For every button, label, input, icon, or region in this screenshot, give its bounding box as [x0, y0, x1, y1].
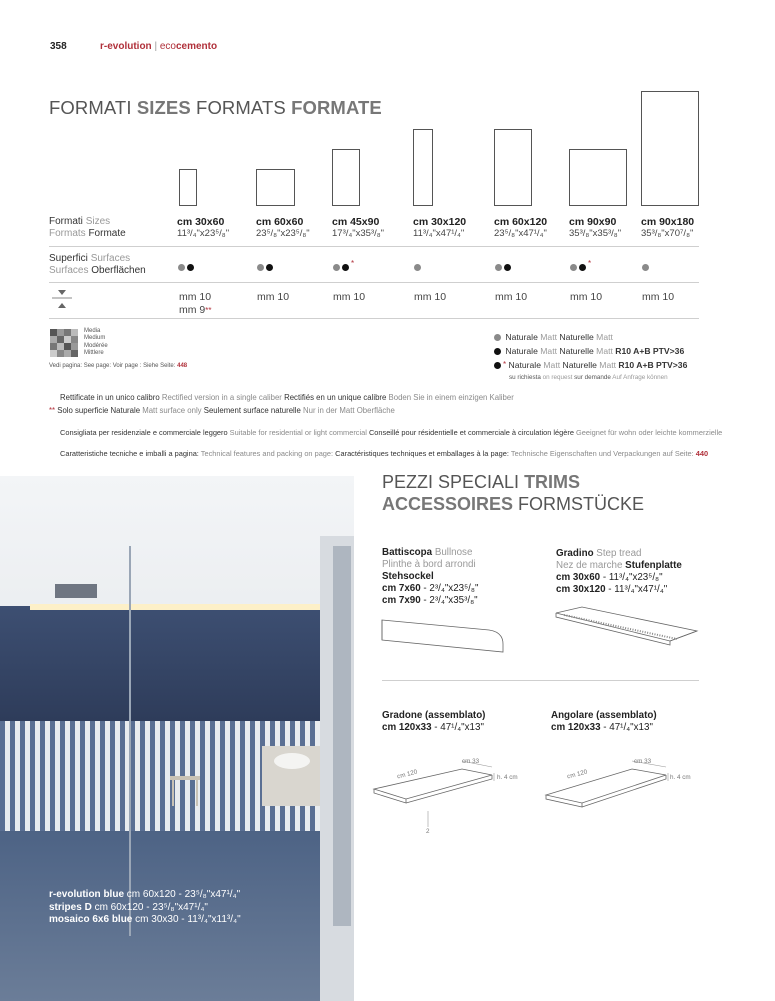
title-de: FORMATE [291, 97, 382, 118]
legend-natural-r10-request: * Naturale Matt Naturelle Matt R10 A+B PTV>36 [494, 360, 687, 370]
step-tread-drawing [552, 605, 702, 655]
size-box-60x60 [256, 169, 295, 206]
thickness-90x180: mm 10 [642, 291, 675, 303]
size-box-30x60 [179, 169, 197, 206]
trims-title: PEZZI SPECIALI TRIMS ACCESSOIRES FORMSTÜCKE [382, 472, 645, 514]
brand-header [100, 41, 217, 52]
size-45x90: cm 45x90 17³/₄"x35³/₈" [332, 216, 385, 239]
thickness-30x60: mm 10 mm 9** [179, 291, 212, 316]
trim-step-tread: Gradino Step tread Nez de marche Stufenplatte cm 30x60 - 11³/₄"x23⁵/₈" cm 30x120 - 11³/₄"x47¹/₄" [556, 548, 682, 595]
divider [382, 680, 699, 681]
size-90x180: cm 90x180 35³/₈"x70⁷/₈" [641, 216, 695, 239]
trim-gradone: Gradone (assemblato) cm 120x33 - 47¹/₄"x13" [382, 710, 486, 733]
note-usage: Consigliata per residenziale e commerciale leggero Suitable for residential or light commercial Conseillé pour résidentielle et commerciale à circulation légère Geeignet für wohn oder leichte kommerzielle [60, 428, 723, 437]
formats-title [49, 97, 382, 119]
thickness-60x120: mm 10 [495, 291, 528, 303]
thickness-90x90: mm 10 [570, 291, 603, 303]
angolare-dim-33: cm 33 [634, 758, 652, 765]
variation-see-page: Vedi pagina: See page: Voir page : Siehe Seite: 448 [49, 363, 188, 369]
surface-dots-90x90: * [570, 259, 591, 277]
gradone-dim-h4: h. 4 cm [497, 774, 518, 781]
gradone-drawing [370, 755, 530, 840]
size-box-45x90 [332, 149, 360, 206]
thickness-30x120: mm 10 [414, 291, 447, 303]
trim-angolare: Angolare (assemblato) cm 120x33 - 47¹/₄"x13" [551, 710, 657, 733]
brand-cemento: cemento [175, 41, 218, 52]
brand-separator: | [154, 41, 158, 52]
size-box-60x120 [494, 129, 532, 206]
legend-natural: Naturale Matt Naturelle Matt [494, 332, 613, 342]
divider [49, 318, 699, 319]
angolare-dim-120: cm 120 [566, 768, 589, 781]
angolare-dim-h4: h. 4 cm [670, 774, 691, 781]
page-number: 358 [50, 41, 67, 52]
gradone-dim-33: cm 33 [462, 758, 480, 765]
size-box-90x90 [569, 149, 627, 206]
size-box-90x180 [641, 91, 699, 206]
title-it: FORMATI [49, 97, 132, 118]
thickness-icon [52, 288, 72, 312]
legend-request-note: su richiesta on request sur demande Auf Anfrage können [509, 374, 668, 381]
gradone-dim-120: cm 120 [396, 768, 419, 781]
thickness-60x60: mm 10 [257, 291, 290, 303]
size-60x120: cm 60x120 23⁵/₈"x47¹/₄" [494, 216, 548, 239]
surface-dots-45x90: * [333, 259, 354, 277]
title-en: SIZES [136, 97, 191, 118]
surface-dots-60x120 [495, 259, 513, 277]
size-90x90: cm 90x90 35³/₈"x35³/₈" [569, 216, 622, 239]
size-60x60: cm 60x60 23⁵/₈"x23⁵/₈" [256, 216, 310, 239]
surface-dots-90x180 [642, 259, 651, 277]
angolare-drawing [540, 755, 700, 825]
bullnose-drawing [379, 612, 509, 657]
shade-variation-icon [50, 329, 78, 357]
divider [49, 246, 699, 247]
brand-eco: eco [159, 41, 176, 52]
divider [49, 282, 699, 283]
size-30x60: cm 30x60 11³/₄"x23⁵/₈" [177, 216, 230, 239]
thickness-45x90: mm 10 [333, 291, 366, 303]
note-technical: Caratteristiche tecniche e imballi a pagina: Technical features and packing on page: Caractéristiques techniques et emballages à la page: Technische Eigenschaften und Verpackungen auf Seite: 440 [60, 449, 709, 458]
photo-caption: r-evolution blue cm 60x120 - 23⁵/₈"x47¹/₄" stripes D cm 60x120 - 23⁵/₈"x47¹/₄" mosaico 6x6 blue cm 30x30 - 11³/₄"x11³/₄" [49, 889, 241, 925]
note-matt-only: ** Solo superficie Naturale Matt surface only Seulement surface naturelle Nur in der Matt Oberfläche [49, 406, 395, 415]
variation-labels: Media Medium Modérée Mittlere [84, 328, 108, 356]
gradone-dim-2: 2 [426, 828, 430, 835]
trim-bullnose: Battiscopa Bullnose Plinthe à bord arrondi Stehsockel cm 7x60 - 2³/₄"x23⁵/₈" cm 7x90 - 2³/₄"x35³/₈" [382, 547, 479, 606]
surface-dots-30x120 [414, 259, 423, 277]
formats-row-label: Formati Sizes Formats Formate [49, 216, 126, 239]
surface-dots-30x60 [178, 259, 196, 277]
note-rectified: Rettificate in un unico calibro Rectified version in a single caliber Rectifiés en un unique calibre Boden Sie in einem einzigen Kaliber [60, 393, 514, 402]
surface-dots-60x60 [257, 259, 275, 277]
brand-main: r-evolution [100, 41, 152, 52]
surfaces-row-label: Superfici Surfaces Surfaces Oberflächen [49, 253, 146, 276]
size-30x120: cm 30x120 11³/₄"x47¹/₄" [413, 216, 467, 239]
title-fr: FORMATS [196, 97, 286, 118]
legend-natural-r10: Naturale Matt Naturelle Matt R10 A+B PTV>36 [494, 346, 684, 356]
size-box-30x120 [413, 129, 433, 206]
